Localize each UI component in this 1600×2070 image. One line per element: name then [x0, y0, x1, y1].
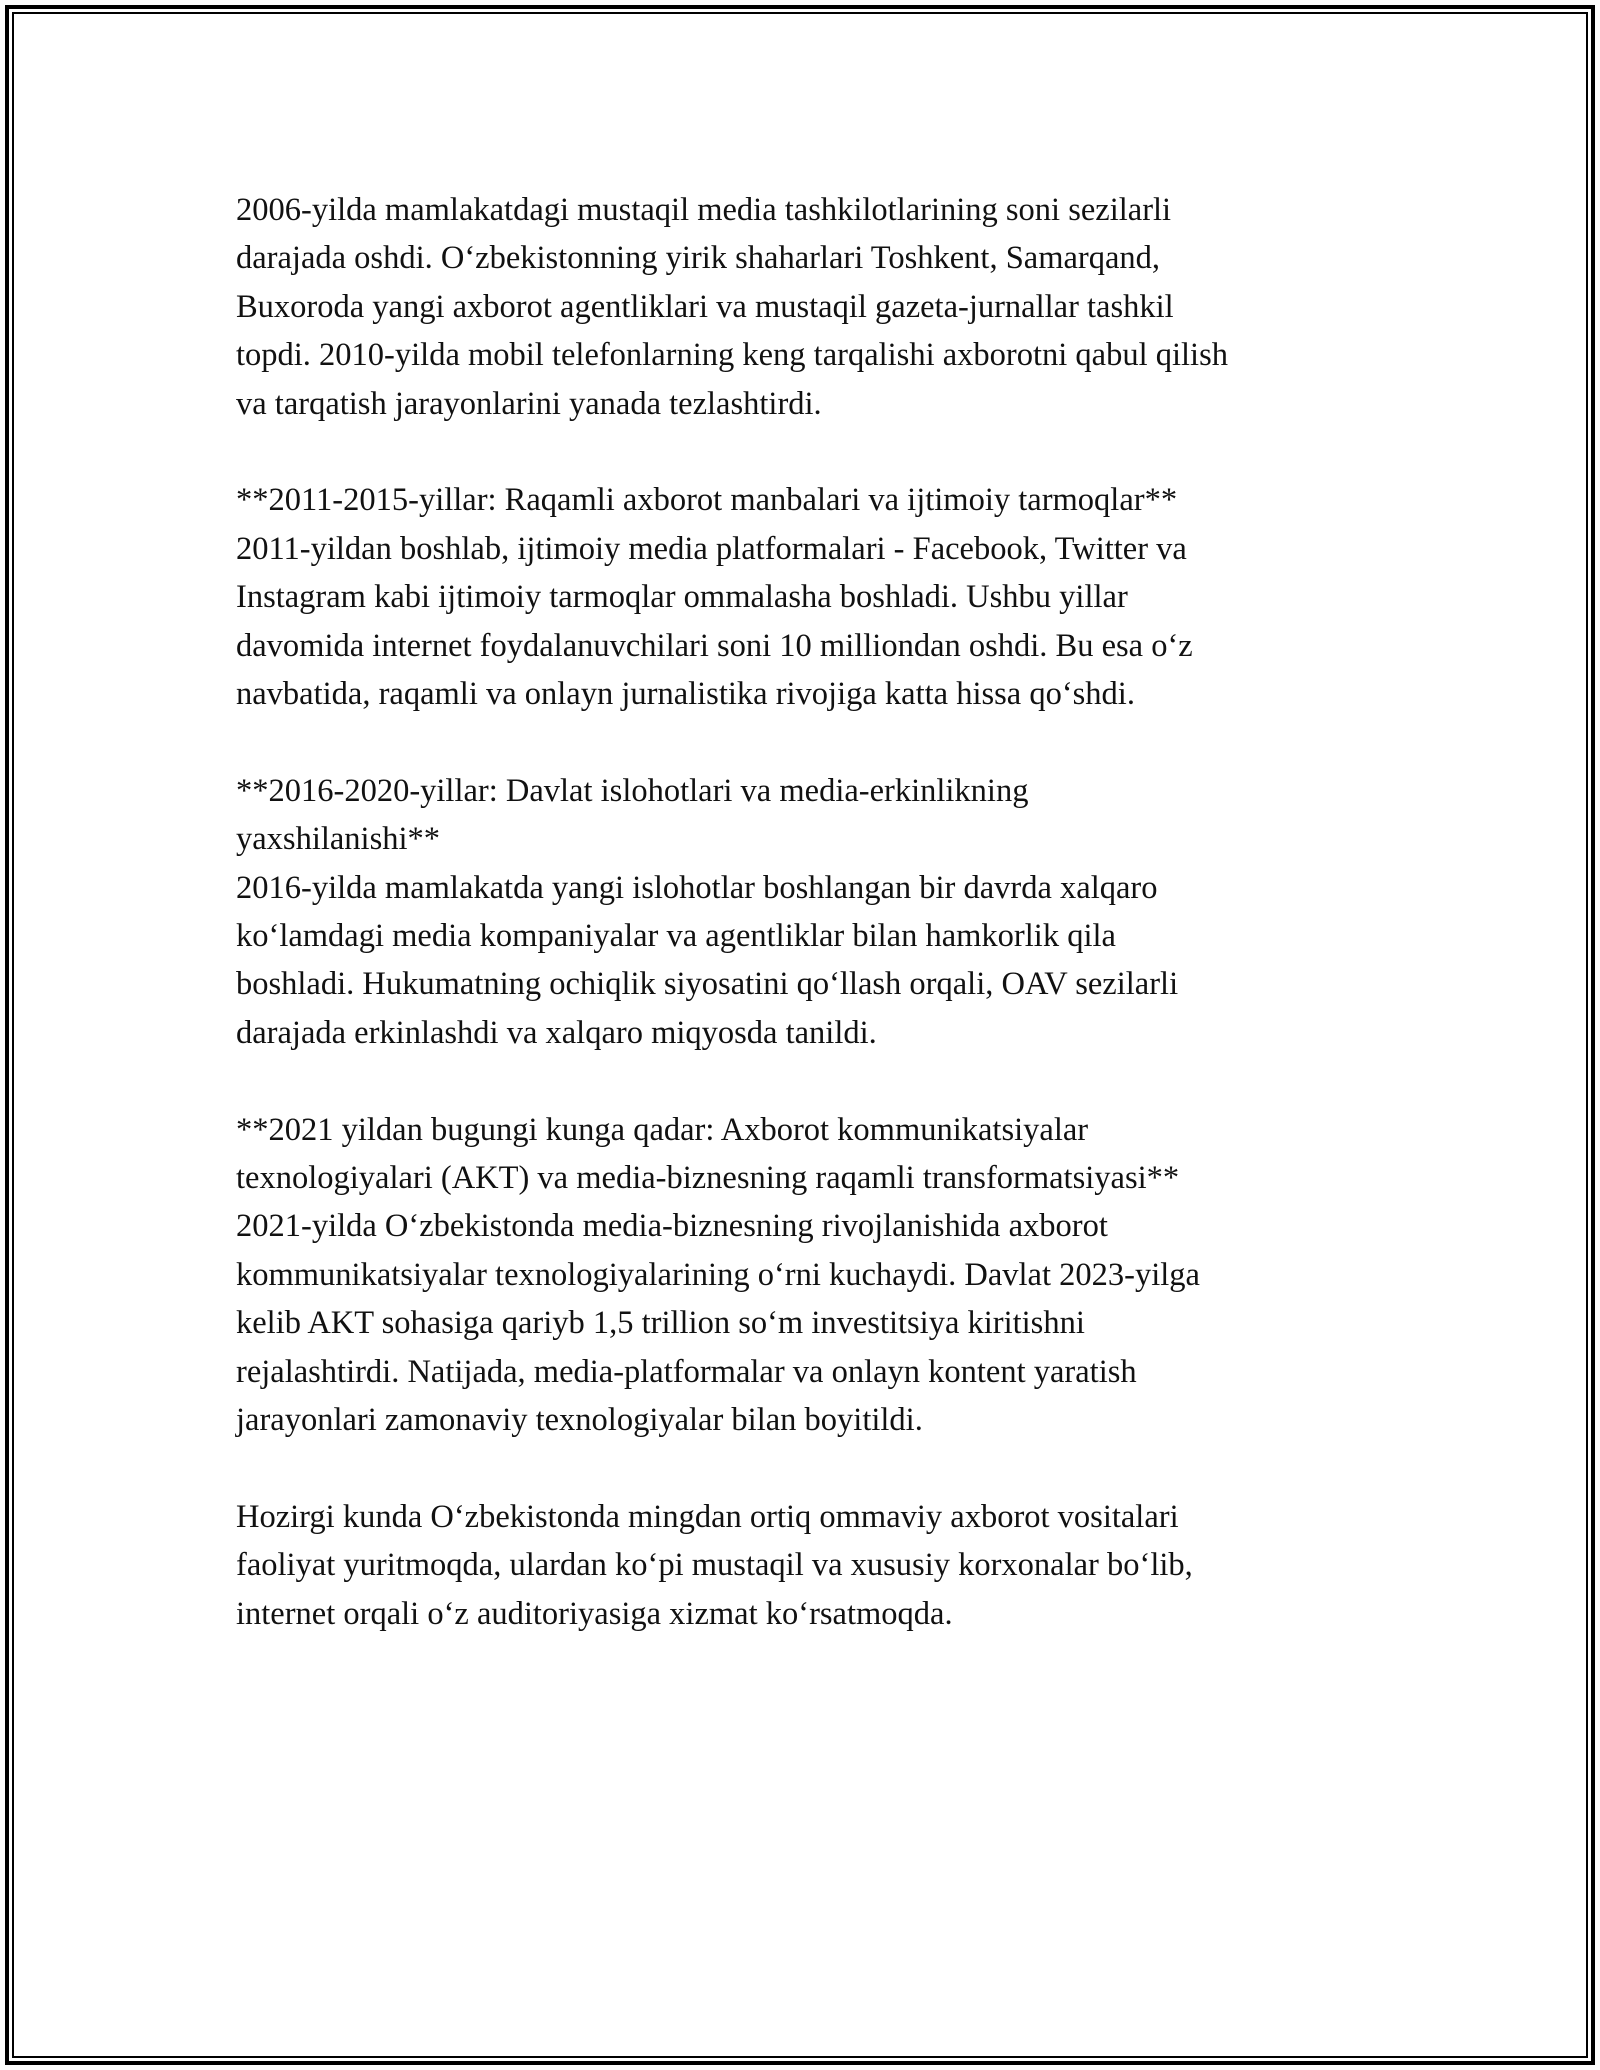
section-heading-line: yaxshilanishi** — [236, 821, 441, 858]
text-line: va tarqatish jarayonlarini yanada tezlashtirdi. — [236, 385, 822, 422]
text-line: 2021-yilda Oʻzbekistonda media-biznesning rivojlanishida axborot — [236, 1208, 1108, 1245]
text-line: 2011-yildan boshlab, ijtimoiy media platformalari - Facebook, Twitter va — [236, 530, 1187, 567]
text-line: darajada oshdi. Oʻzbekistonning yirik shaharlari Toshkent, Samarqand, — [236, 240, 1161, 277]
text-line: rejalashtirdi. Natijada, media-platformalar va onlayn kontent yaratish — [236, 1353, 1137, 1390]
text-line: faoliyat yuritmoqda, ulardan koʻpi mustaqil va xususiy korxonalar boʻlib, — [236, 1547, 1193, 1584]
section-heading-line: **2021 yildan bugungi kunga qadar: Axborot kommunikatsiyalar — [236, 1111, 1089, 1148]
text-line: kommunikatsiyalar texnologiyalarining oʻrni kuchaydi. Davlat 2023-yilga — [236, 1256, 1200, 1293]
text-line: topdi. 2010-yilda mobil telefonlarning keng tarqalishi axborotni qabul qilish — [236, 337, 1228, 374]
section-heading-line: texnologiyalari (AKT) va media-biznesning raqamli transformatsiyasi** — [236, 1160, 1180, 1197]
text-line: boshladi. Hukumatning ochiqlik siyosatini qoʻllash orqali, OAV sezilarli — [236, 966, 1179, 1003]
paragraph-2016-2020 — [236, 767, 1386, 1057]
text-line: navbatida, raqamli va onlayn jurnalistika rivojiga katta hissa qoʻshdi. — [236, 676, 1135, 713]
text-line: 2006-yilda mamlakatdagi mustaqil media tashkilotlarining soni sezilarli — [236, 192, 1172, 228]
text-line: internet orqali oʻz auditoriyasiga xizmat koʻrsatmoqda. — [236, 1595, 953, 1632]
text-line: jarayonlari zamonaviy texnologiyalar bilan boyitildi. — [236, 1402, 923, 1439]
section-heading-line: **2011-2015-yillar: Raqamli axborot manbalari va ijtimoiy tarmoqlar** — [236, 482, 1178, 519]
text-line: kelib AKT sohasiga qariyb 1,5 trillion soʻm investitsiya kiritishni — [236, 1305, 1085, 1342]
document-body — [236, 186, 1386, 1687]
text-line: Hozirgi kunda Oʻzbekistonda mingdan ortiq ommaviy axborot vositalari — [236, 1498, 1179, 1535]
paragraph-2011-2015 — [236, 476, 1386, 718]
text-line: Instagram kabi ijtimoiy tarmoqlar ommalasha boshladi. Ushbu yillar — [236, 579, 1128, 616]
text-line: davomida internet foydalanuvchilari soni 10 milliondan oshdi. Bu esa oʻz — [236, 627, 1193, 664]
text-line: darajada erkinlashdi va xalqaro miqyosda tanildi. — [236, 1014, 877, 1051]
text-line: 2016-yilda mamlakatda yangi islohotlar boshlangan bir davrda xalqaro — [236, 869, 1158, 906]
paragraph-2021-present — [236, 1106, 1386, 1445]
text-line: Buxoroda yangi axborot agentliklari va mustaqil gazeta-jurnallar tashkil — [236, 288, 1174, 325]
section-heading-line: **2016-2020-yillar: Davlat islohotlari va media-erkinlikning — [236, 772, 1029, 809]
paragraph-2006-2010 — [236, 186, 1386, 428]
text-line: koʻlamdagi media kompaniyalar va agentliklar bilan hamkorlik qila — [236, 918, 1116, 955]
paragraph-conclusion — [236, 1493, 1386, 1638]
